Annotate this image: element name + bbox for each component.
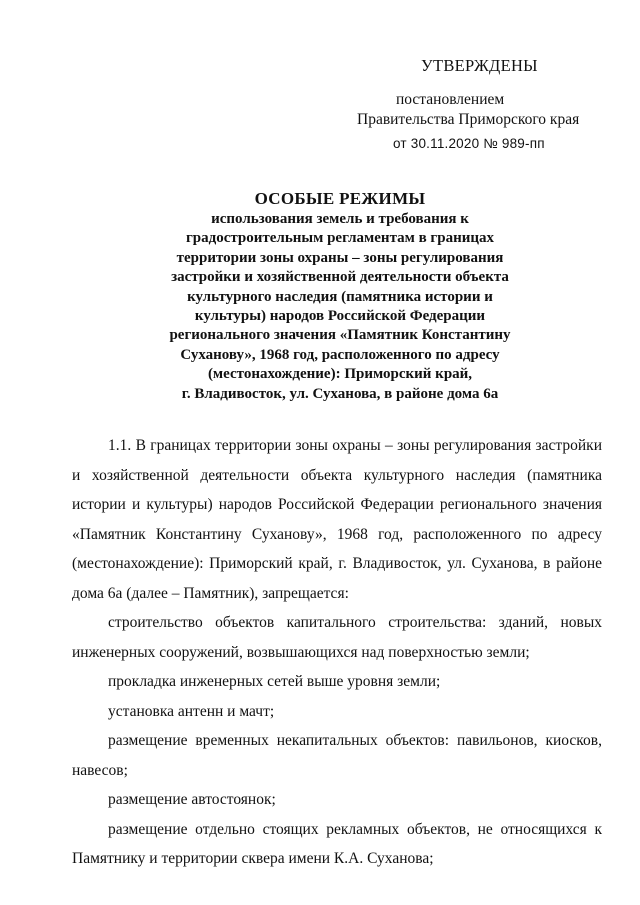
- approval-government: Правительства Приморского края: [357, 111, 580, 128]
- title-line: г. Владивосток, ул. Суханова, в районе дома 6а: [181, 385, 499, 402]
- title-line: территории зоны охраны – зоны регулирования: [176, 249, 504, 266]
- intro-paragraph: 1.1. В границах территории зоны охраны – зоны регулирования застройки и хозяйственной деятельности объекта культурного наследия (памятника истории и культуры) народов Российской Федерации регионального значения «Памятник Константину Суханову», 1968 год, расположенного по адресу (местонахождение): Приморский край, г. Владивосток, ул. Суханова, в районе дома 6а (далее – Памятник), запрещается:: [72, 437, 602, 602]
- document-title: [120, 188, 560, 404]
- prohibition-item: размещение временных некапитальных объектов: павильонов, киосков, навесов;: [72, 732, 602, 779]
- title-line: культурного наследия (памятника истории и: [187, 288, 493, 305]
- prohibition-item: строительство объектов капитального строительства: зданий, новых инженерных сооружений, возвышающихся над поверхностью земли;: [72, 614, 602, 661]
- prohibition-item: установка антенн и мачт;: [108, 702, 275, 720]
- title-line: застройки и хозяйственной деятельности объекта: [171, 269, 509, 286]
- document-body: [72, 431, 602, 874]
- approval-stamp: [355, 56, 595, 154]
- title-line: градостроительным регламентам в границах: [185, 230, 495, 247]
- title-line: Суханову», 1968 год, расположенного по адресу: [180, 346, 500, 363]
- prohibition-item: размещение автостоянок;: [108, 791, 276, 808]
- title-line: культуры) народов Российской Федерации: [194, 308, 486, 325]
- approval-dateline: от 30.11.2020 № 989-пп: [393, 136, 545, 151]
- title-line: использования земель и требования к: [211, 211, 469, 227]
- approval-heading: УТВЕРЖДЕНЫ: [421, 56, 538, 75]
- title-line: (местонахождение): Приморский край,: [207, 366, 473, 383]
- title-line: регионального значения «Памятник Константину: [169, 327, 511, 344]
- prohibition-item: прокладка инженерных сетей выше уровня земли;: [108, 673, 441, 690]
- approval-decree: постановлением: [396, 91, 505, 108]
- title-heading: ОСОБЫЕ РЕЖИМЫ: [254, 189, 426, 208]
- prohibition-item: размещение отдельно стоящих рекламных объектов, не относящихся к Памятнику и территории сквера имени К.А. Суханова;: [72, 820, 602, 867]
